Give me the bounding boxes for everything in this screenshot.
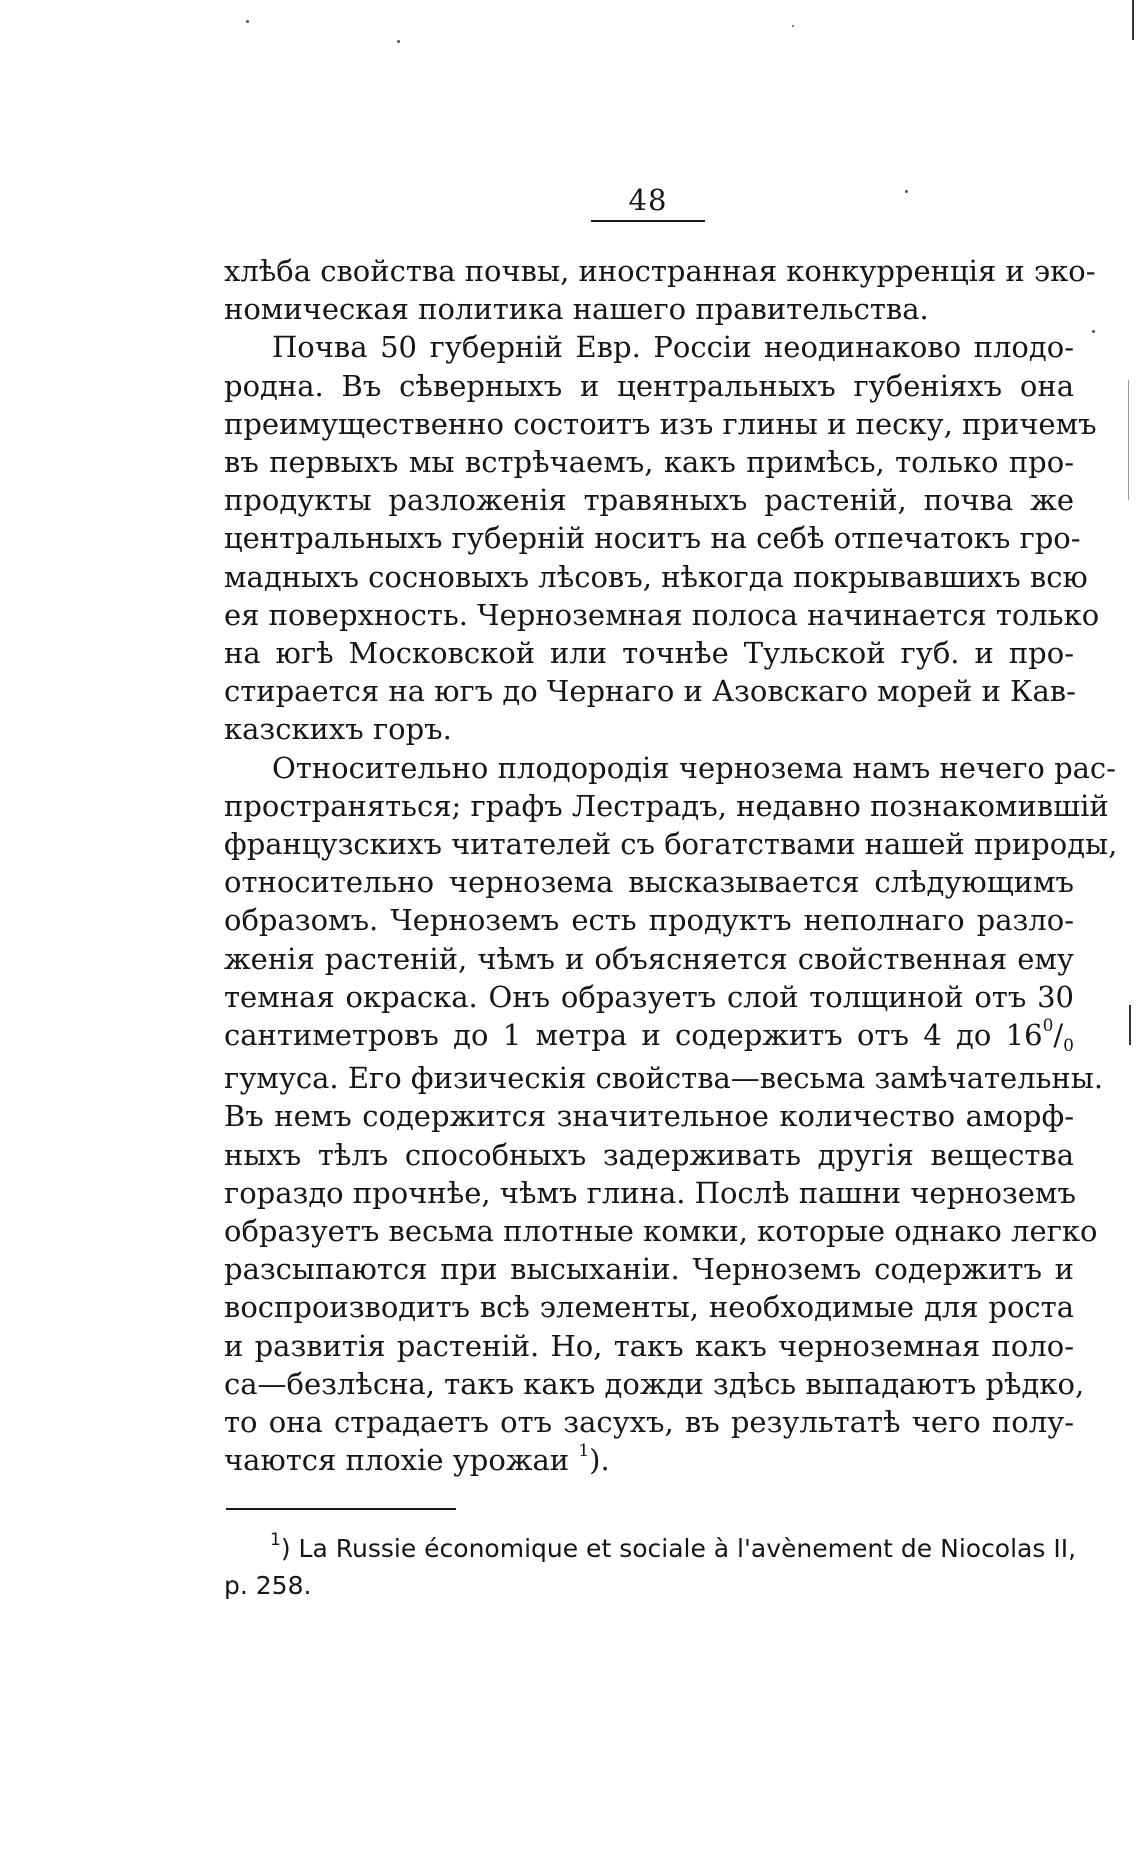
footnote-marker: 1 [270,1530,281,1550]
scan-edge-mark [1132,0,1134,40]
text-line: Почва 50 губерній Евр. Россіи неодинаково плодо- [272,330,1074,365]
footnote [224,1530,1077,1604]
scan-speck [905,190,908,193]
text-line: хлѣба свойства почвы, иностранная конкурренція и эко- [224,254,1096,288]
percent-sign-slash: / [1053,1018,1064,1053]
footnote-marker-paren: ) [280,1534,291,1563]
text-line-last [224,1441,1074,1479]
body-text [224,252,1118,1480]
page-number-rule [591,220,705,222]
scan-speck [792,25,794,27]
percent-line-text: сантиметровъ до 1 метра и содержитъ отъ 4 до 16 [224,1018,1043,1053]
text-line: образуетъ весьма плотные комки, которые однако легко [224,1214,1098,1249]
text-line: образомъ. Черноземъ есть продуктъ неполнаго разло- [224,903,1074,938]
text-line: гораздо прочнѣе, чѣмъ глина. Послѣ пашни черноземъ [224,1175,1076,1210]
text-line: то она страдаетъ отъ засухъ, въ результатѣ чего полу- [224,1405,1074,1440]
footnote-line-1 [224,1530,1077,1567]
text-line-percent [224,1016,1074,1059]
text-line: Относительно плодородія чернозема намъ нечего рас- [272,750,1116,785]
text-line: стирается на югъ до Чернаго и Азовскаго морей и Кав- [224,674,1076,709]
text-line: разсыпаются при высыханіи. Черноземъ содержитъ и [224,1252,1074,1287]
text-line: темная окраска. Онъ образуетъ слой толщиной отъ 30 [224,979,1074,1014]
scan-speck [1092,330,1095,333]
text-line: продукты разложенія травяныхъ растеній, почва же [224,483,1074,518]
scan-speck [397,40,400,43]
text-line: на югѣ Московской или точнѣе Тульской губ. и про- [224,636,1074,671]
last-line-end: ). [589,1443,610,1478]
text-line: относительно чернозема высказывается слѣдующимъ [224,865,1074,900]
page-number: 48 [628,183,668,217]
text-line: центральныхъ губерній носитъ на себѣ отпечатокъ гро- [224,521,1081,556]
percent-sign-top: 0 [1042,1016,1054,1037]
text-line: преимущественно состоитъ изъ глины и песку, причемъ [224,406,1097,441]
scan-speck [246,20,249,23]
text-line: французскихъ читателей съ богатствами нашей природы, [224,827,1118,862]
paragraph-1 [224,252,1096,328]
paragraph-2 [224,328,1100,748]
text-line: гумуса. Его физическія свойства—весьма замѣчательны. [224,1061,1104,1096]
text-line: и развитія растеній. Но, такъ какъ черноземная поло- [224,1328,1074,1363]
text-line: са—безлѣсна, такъ какъ дожди здѣсь выпадаютъ рѣдко, [224,1366,1085,1401]
text-line: мадныхъ сосновыхъ лѣсовъ, нѣкогда покрывавшихъ всю [224,559,1088,594]
text-line: въ первыхъ мы встрѣчаемъ, какъ примѣсь, только про- [224,445,1074,480]
percent-sign-bottom: 0 [1063,1036,1074,1057]
footnote-ref-marker[interactable]: 1 [578,1441,590,1462]
text-line: ея поверхность. Черноземная полоса начинается только [224,597,1100,632]
footnote-rule [226,1508,456,1510]
footnote-line-2: p. 258. [224,1571,312,1600]
text-line: казскихъ горъ. [224,712,452,747]
text-line: ныхъ тѣлъ способныхъ задерживать другія вещества [224,1137,1074,1172]
text-line: Въ немъ содержится значительное количество аморф- [224,1099,1074,1134]
text-line: женія растеній, чѣмъ и объясняется свойственная ему [224,941,1074,976]
text-line: пространяться; графъ Лестрадъ, недавно познакомившій [224,788,1109,823]
last-line-text: чаются плохіе урожаи [224,1443,579,1478]
text-line: родна. Въ сѣверныхъ и центральныхъ губеніяхъ она [224,368,1074,403]
scan-edge-mark [1129,1005,1131,1045]
text-line: воспроизводитъ всѣ элементы, необходимые для роста [224,1290,1074,1325]
text-line: номическая политика нашего правительства. [224,292,929,327]
paragraph-3 [224,749,1118,1480]
footnote-citation: La Russie économique et sociale à l'avènement de Niocolas II, [298,1534,1077,1563]
scan-edge-mark [1128,380,1129,500]
